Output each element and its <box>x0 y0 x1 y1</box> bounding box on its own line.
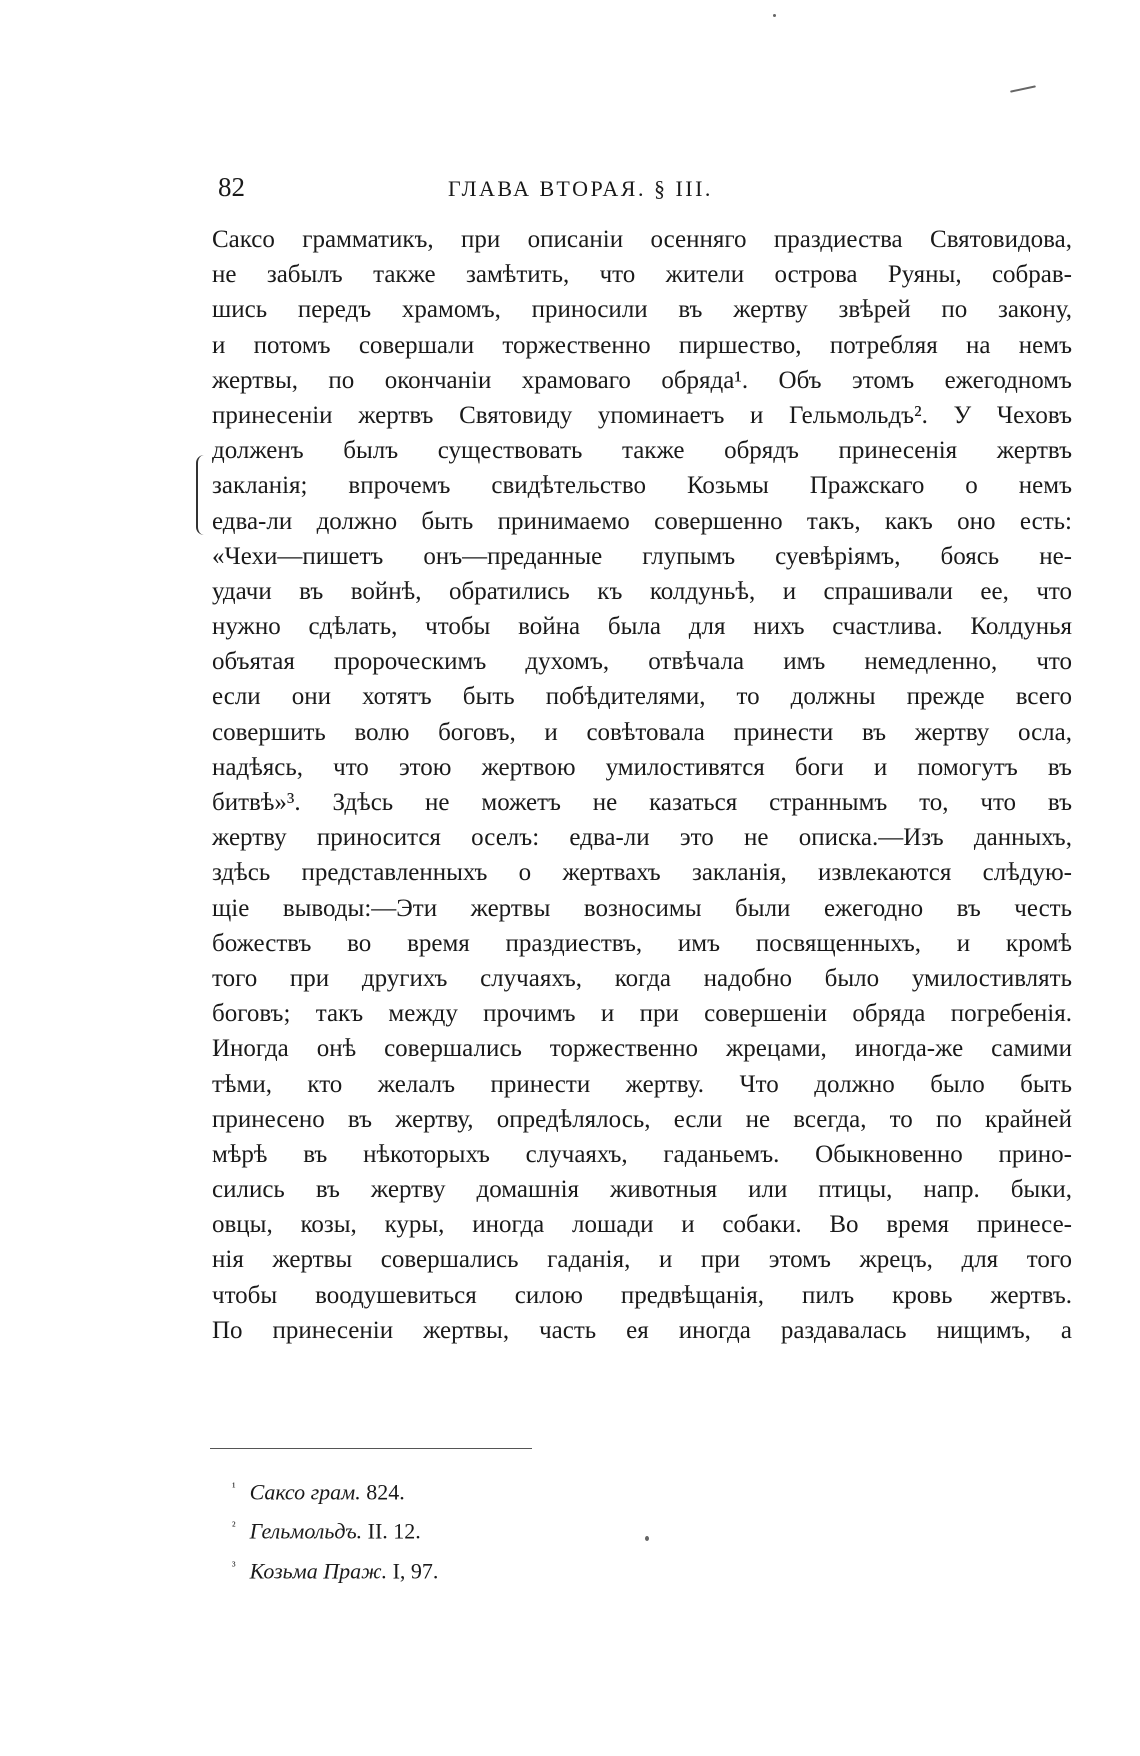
footnote-ref: I, 97. <box>392 1557 439 1583</box>
text-line: закланія; впрочемъ свидѣтельство Козьмы Пражскаго о немъ <box>212 472 1072 500</box>
text-line: боговъ; такъ между прочимъ и при совершеніи обряда погребенія. <box>212 1000 1072 1028</box>
text-line: надѣясь, что этою жертвою умилостивятся боги и помогутъ въ <box>212 753 1072 781</box>
text-line: Иногда онѣ совершались торжественно жрецами, иногда-же самими <box>212 1035 1072 1063</box>
text-line: чтобы воодушевиться силою предвѣщанія, пилъ кровь жертвъ. <box>212 1281 1072 1309</box>
text-line: жертвы, по окончаніи храмоваго обряда¹. Объ этомъ ежегодномъ <box>212 366 1072 394</box>
page-header <box>218 172 918 212</box>
text-line: не забылъ также замѣтить, что жители острова Руяны, собрав- <box>212 261 1072 289</box>
text-line: совершить волю боговъ, и совѣтовала принести въ жертву осла, <box>212 718 1072 746</box>
scan-speck <box>773 14 776 17</box>
text-line: принесено въ жертву, опредѣлялось, если не всегда, то по крайней <box>212 1105 1072 1133</box>
footnote-source: Саксо грам. <box>249 1479 361 1505</box>
running-head: ГЛАВА ВТОРАЯ. § III. <box>448 176 713 201</box>
scan-speck <box>645 1536 649 1541</box>
footnote <box>232 1509 732 1548</box>
text-line: щіе выводы:—Эти жертвы возносимы были ежегодно въ честь <box>212 894 1072 922</box>
text-line: долженъ былъ существовать также обрядъ принесенія жертвъ <box>212 437 1072 465</box>
text-line: нужно сдѣлать, чтобы война была для нихъ счастлива. Колдунья <box>212 613 1072 641</box>
footnote-source: Козьма Праж. <box>249 1557 388 1583</box>
scan-speck <box>1010 85 1036 92</box>
footnote-source: Гельмольдъ. <box>249 1518 363 1544</box>
text-line: принесеніи жертвъ Святовиду упоминаетъ и Гельмольдъ². У Чеховъ <box>212 401 1072 429</box>
text-line: божествъ во время праздиествъ, имъ посвященныхъ, и кромѣ <box>212 929 1072 957</box>
margin-bracket <box>196 455 212 535</box>
text-line: «Чехи—пишетъ онъ—преданные глупымъ суевѣріямъ, боясь не- <box>212 542 1072 570</box>
text-line: едва-ли должно быть принимаемо совершенно такъ, какъ оно есть: <box>212 507 1072 535</box>
text-line: если они хотятъ быть побѣдителями, то должны прежде всего <box>212 683 1072 711</box>
footnote-mark: ² <box>232 1519 236 1534</box>
text-line: тѣми, кто желалъ принести жертву. Что должно было быть <box>212 1070 1072 1098</box>
text-line: Саксо грамматикъ, при описаніи осенняго праздиества Святовидова, <box>212 226 1072 253</box>
footnote-mark: ¹ <box>232 1480 236 1494</box>
text-line: По принесеніи жертвы, часть ея иногда раздавалась нищимъ, а <box>212 1316 1072 1344</box>
text-line: битвѣ»³. Здѣсь не можетъ не казаться страннымъ то, что въ <box>212 789 1072 816</box>
footnote-rule <box>210 1448 532 1449</box>
text-line: овцы, козы, куры, иногда лошади и собаки. Во время принесе- <box>212 1211 1072 1239</box>
page-number: 82 <box>218 172 245 202</box>
text-line: и потомъ совершали торжественно пиршество, потребляя на немъ <box>212 331 1072 359</box>
footnote-ref: 824. <box>366 1479 405 1505</box>
text-line: шись передъ храмомъ, приносили въ жертву звѣрей по закону, <box>212 296 1072 324</box>
text-line: сились въ жертву домашнія животныя или птицы, напр. быки, <box>212 1176 1072 1204</box>
body-text <box>212 222 1072 1348</box>
footnotes <box>232 1470 732 1588</box>
text-line: здѣсь представленныхъ о жертвахъ закланія, извлекаются слѣдую- <box>212 859 1072 887</box>
text-line: того при другихъ случаяхъ, когда надобно было умилостивлять <box>212 964 1072 992</box>
text-line: удачи въ войнѣ, обратились къ колдуньѣ, и спрашивали ее, что <box>212 577 1072 605</box>
text-line: мѣрѣ въ нѣкоторыхъ случаяхъ, гаданьемъ. Обыкновенно прино- <box>212 1140 1072 1168</box>
footnote-mark: ³ <box>232 1558 236 1573</box>
text-line: объятая пророческимъ духомъ, отвѣчала имъ немедленно, что <box>212 648 1072 676</box>
footnote <box>232 1470 732 1509</box>
footnote <box>232 1549 732 1588</box>
footnote-ref: II. 12. <box>367 1518 421 1544</box>
text-line: нія жертвы совершались гаданія, и при этомъ жрецъ, для того <box>212 1246 1072 1274</box>
text-line: жертву приносится оселъ: едва-ли это не описка.—Изъ данныхъ, <box>212 824 1072 852</box>
